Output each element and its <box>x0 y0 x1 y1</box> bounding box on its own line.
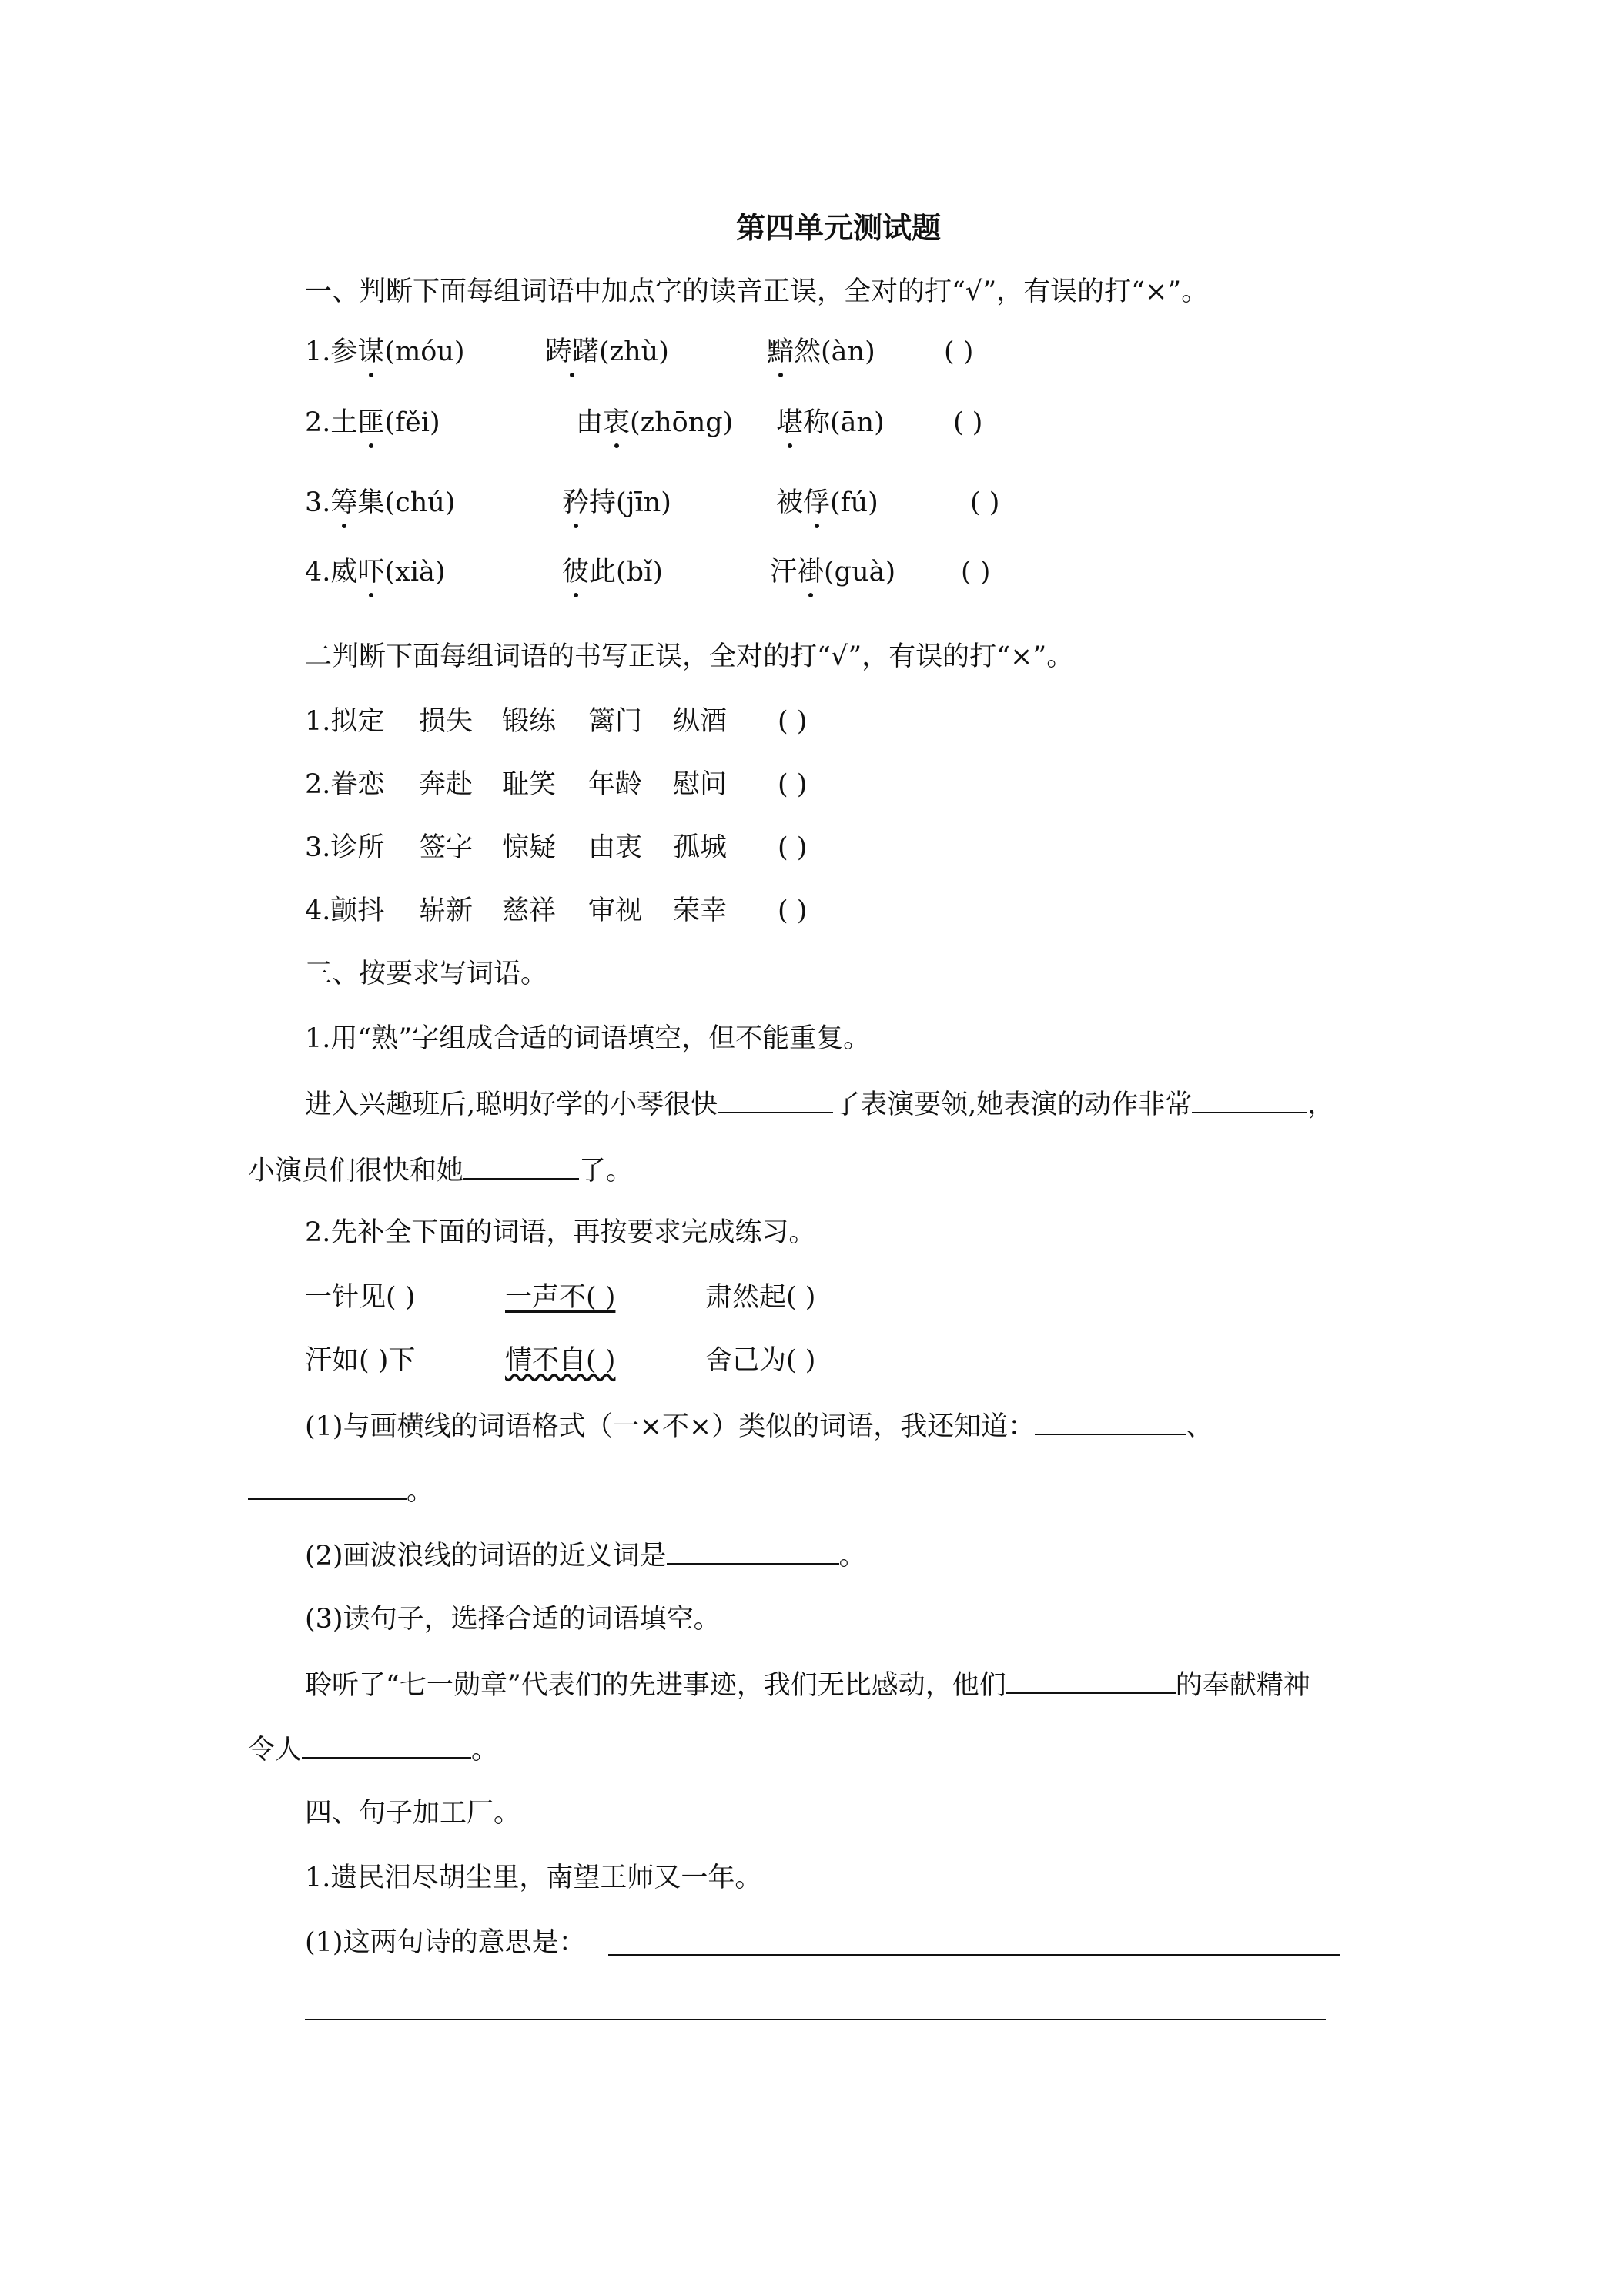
char: 被 <box>776 487 804 518</box>
row-number: 2. <box>305 769 331 800</box>
char: 威 <box>330 557 358 587</box>
pinyin: (fú) <box>830 487 878 518</box>
fill-blank[interactable] <box>302 1731 471 1759</box>
word: 拟定 <box>330 706 385 737</box>
answer-parens[interactable]: ( ) <box>778 895 808 926</box>
s3-paragraph-1-line-1 <box>305 1086 1334 1123</box>
text: 。 <box>407 1476 434 1507</box>
text: 小演员们很快和她 <box>248 1156 464 1186</box>
row-number: 1. <box>305 336 331 367</box>
idiom[interactable]: 舍己为( ) <box>705 1345 816 1376</box>
text: 令人 <box>248 1735 303 1766</box>
answer-parens[interactable]: ( ) <box>961 557 991 587</box>
idiom-row-1 <box>305 1280 816 1315</box>
s2-row-4 <box>305 893 808 929</box>
s1-row-2 <box>305 405 983 440</box>
word: 篱门 <box>588 706 643 737</box>
word: 锻练 <box>502 706 557 737</box>
text: (1)这两句诗的意思是： <box>305 1927 586 1958</box>
text: 。 <box>471 1735 499 1766</box>
idiom-row-2 <box>305 1343 816 1378</box>
answer-parens[interactable]: ( ) <box>778 706 808 737</box>
pinyin: (ān) <box>830 407 885 438</box>
answer-parens[interactable]: ( ) <box>944 336 974 367</box>
word: 慰问 <box>673 769 728 800</box>
fill-blank[interactable] <box>1192 1086 1307 1113</box>
word: 崭新 <box>419 895 474 926</box>
fill-blank[interactable] <box>463 1152 579 1180</box>
word: 慈祥 <box>502 895 557 926</box>
s4-question-1: 1.遗民泪尽胡尘里，南望王师又一年。 <box>305 1863 762 1893</box>
s3-paragraph-3-line-1 <box>305 1666 1310 1703</box>
section-2-heading: 二判断下面每组词语的书写正误，全对的打“√”，有误的打“×”。 <box>305 641 1074 672</box>
text: 聆听了“七一勋章”代表们的先进事迹，我们无比感动，他们 <box>305 1670 1006 1701</box>
s3-sub-3: (3)读句子，选择合适的词语填空。 <box>305 1604 721 1635</box>
char: 集 <box>357 487 385 518</box>
word: 耻笑 <box>502 769 557 800</box>
text: 。 <box>838 1541 866 1571</box>
text: ， <box>1307 1089 1335 1120</box>
dotted-char: 衷 <box>603 405 630 440</box>
dotted-char: 彼 <box>562 554 589 590</box>
s2-row-2 <box>305 767 808 802</box>
s3-question-2: 2.先补全下面的词语，再按要求完成练习。 <box>305 1217 816 1248</box>
text: (2)画波浪线的词语的近义词是 <box>305 1541 667 1571</box>
s3-sub-1-line-2 <box>248 1472 433 1509</box>
text: 了。 <box>579 1156 634 1186</box>
fill-blank[interactable] <box>248 1472 407 1500</box>
dotted-char: 匪 <box>357 405 384 440</box>
dotted-char: 踌躇 <box>545 334 599 370</box>
text: 了表演要领,她表演的动作非常 <box>833 1089 1193 1120</box>
word: 颤抖 <box>330 895 385 926</box>
word: 奔赴 <box>419 769 474 800</box>
row-number: 1. <box>305 706 331 737</box>
pinyin: (jīn) <box>616 487 671 518</box>
char: 持 <box>589 487 617 518</box>
char: 汗 <box>770 557 798 587</box>
section-4-heading: 四、句子加工厂。 <box>305 1798 521 1829</box>
s3-paragraph-1-line-2 <box>248 1152 633 1189</box>
s1-row-4 <box>305 554 991 590</box>
word: 荣幸 <box>673 895 728 926</box>
idiom[interactable]: 汗如( )下 <box>305 1345 416 1376</box>
s4-sub-1 <box>305 1925 586 1960</box>
row-number: 2. <box>305 407 331 438</box>
word: 年龄 <box>588 769 643 800</box>
dotted-char: 谋 <box>357 334 384 370</box>
row-number: 3. <box>305 487 331 518</box>
char: 土 <box>330 407 358 438</box>
idiom-wavy[interactable]: 情不自( ) <box>505 1345 616 1376</box>
section-1-heading: 一、判断下面每组词语中加点字的读音正误，全对的打“√”，有误的打“×”。 <box>305 276 1209 307</box>
pinyin: (zhù) <box>599 336 669 367</box>
word: 审视 <box>588 895 643 926</box>
word: 诊所 <box>330 832 385 863</box>
row-number: 3. <box>305 832 331 863</box>
row-number: 4. <box>305 557 331 587</box>
idiom[interactable]: 肃然起( ) <box>705 1282 816 1313</box>
pinyin: (zhōng) <box>630 407 734 438</box>
pinyin: (guà) <box>824 557 896 587</box>
pinyin: (móu) <box>384 336 465 367</box>
answer-parens[interactable]: ( ) <box>970 487 1000 518</box>
word: 由衷 <box>588 832 643 863</box>
s2-row-1 <box>305 704 808 739</box>
s3-sub-1 <box>305 1407 1213 1444</box>
word: 孤城 <box>673 832 728 863</box>
fill-blank[interactable] <box>718 1086 833 1113</box>
word: 损失 <box>419 706 474 737</box>
answer-line[interactable] <box>305 2019 1326 2020</box>
section-3-heading: 三、按要求写词语。 <box>305 959 548 989</box>
page-title: 第四单元测试题 <box>736 211 942 245</box>
dotted-char: 黯 <box>767 334 794 370</box>
dotted-char: 堪 <box>776 405 803 440</box>
pinyin: (bǐ) <box>616 557 663 587</box>
idiom[interactable]: 一针见( ) <box>305 1282 416 1313</box>
s2-row-3 <box>305 830 808 865</box>
s1-row-3 <box>305 485 1000 520</box>
s3-sub-2 <box>305 1537 866 1574</box>
word: 眷恋 <box>330 769 385 800</box>
text: 、 <box>1186 1411 1213 1442</box>
row-number: 4. <box>305 895 331 926</box>
fill-blank[interactable] <box>667 1537 839 1565</box>
dotted-char: 褂 <box>797 554 824 590</box>
s1-row-1 <box>305 334 974 370</box>
text: 进入兴趣班后,聪明好学的小琴很快 <box>305 1089 718 1120</box>
answer-parens[interactable]: ( ) <box>953 407 983 438</box>
word: 惊疑 <box>502 832 557 863</box>
text: 的奉献精神 <box>1175 1670 1310 1701</box>
dotted-char: 筹 <box>330 485 357 520</box>
word: 纵酒 <box>673 706 728 737</box>
char: 由 <box>576 407 604 438</box>
dotted-char: 矜 <box>562 485 589 520</box>
char: 此 <box>589 557 617 587</box>
answer-line[interactable] <box>608 1954 1340 1956</box>
char: 参 <box>330 336 358 367</box>
answer-parens[interactable]: ( ) <box>778 832 808 863</box>
pinyin: (chú) <box>384 487 456 518</box>
fill-blank[interactable] <box>1006 1666 1176 1694</box>
idiom-underlined[interactable]: 一声不( ) <box>505 1282 616 1313</box>
char: 然 <box>794 336 822 367</box>
pinyin: (àn) <box>821 336 875 367</box>
pinyin: (xià) <box>384 557 446 587</box>
answer-parens[interactable]: ( ) <box>778 769 808 800</box>
fill-blank[interactable] <box>1035 1407 1186 1435</box>
pinyin: (fěi) <box>384 407 440 438</box>
dotted-char: 俘 <box>803 485 830 520</box>
char: 称 <box>803 407 831 438</box>
s3-question-1: 1.用“熟”字组成合适的词语填空，但不能重复。 <box>305 1023 871 1054</box>
word: 签字 <box>419 832 474 863</box>
s3-paragraph-3-line-2 <box>248 1731 498 1768</box>
text: (1)与画横线的词语格式（一×不×）类似的词语，我还知道： <box>305 1411 1036 1442</box>
dotted-char: 吓 <box>357 554 384 590</box>
